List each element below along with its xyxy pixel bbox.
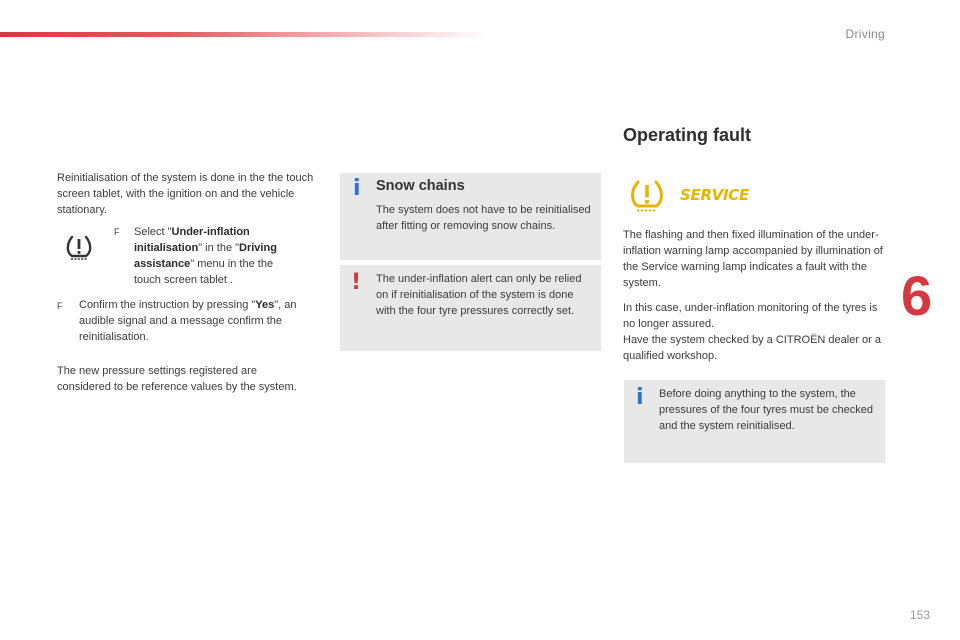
fault-advice-line2: Have the system checked by a CITROËN dealer or a qualified workshop.	[623, 334, 881, 362]
option-name: Under-inflation initialisation	[134, 226, 250, 254]
step-confirm	[57, 297, 319, 345]
step-select-option	[114, 224, 284, 288]
answer-name: Yes	[255, 299, 275, 311]
step2-prefix: Confirm the instruction by pressing "	[79, 299, 256, 311]
step1-middle: " in the "	[198, 242, 240, 254]
service-warning-lamp: SERVICE	[680, 186, 749, 204]
snow-chains-title: Snow chains	[376, 178, 465, 194]
fault-advice-line1: In this case, under-inflation monitoring of the tyres is no longer assured.	[623, 302, 878, 330]
info-icon: i	[636, 385, 644, 410]
header-accent-bar	[0, 32, 490, 37]
bullet-marker: F	[57, 301, 63, 311]
note-text: Before doing anything to the system, the pressures of the four tyres must be checked and the system reinitialised.	[659, 388, 873, 432]
operating-fault-title: Operating fault	[623, 125, 752, 145]
fault-advice	[623, 300, 883, 364]
chapter-number: 6	[901, 264, 933, 327]
section-title: Driving	[845, 27, 885, 41]
step1-prefix: Select "	[134, 226, 172, 238]
alert-box	[340, 265, 601, 351]
step1-suffix: " menu in the the touch screen tablet .	[134, 258, 274, 286]
note-box	[624, 380, 885, 463]
snow-chains-text: The system does not have to be reinitialised after fitting or removing snow chains.	[376, 204, 591, 232]
tyre-pressure-warning-icon	[64, 232, 94, 262]
reinit-intro: Reinitialisation of the system is done in the the touch screen tablet, with the ignition on and the vehicle stationary.	[57, 172, 314, 216]
warning-icon: !	[351, 270, 362, 295]
info-icon: i	[353, 176, 361, 201]
snow-chains-box	[340, 173, 601, 260]
bullet-marker: F	[114, 227, 120, 237]
reinit-conclusion: The new pressure settings registered are considered to be reference values by the system.	[57, 365, 297, 393]
step2-suffix: ", an audible signal and a message confirm the reinitialisation.	[79, 299, 297, 343]
tyre-pressure-amber-icon	[628, 176, 666, 214]
menu-name: Driving assistance	[134, 242, 277, 270]
page-number: 153	[909, 608, 930, 622]
alert-text: The under-inflation alert can only be relied on if reinitialisation of the system is done with the four tyre pressures correctly set.	[376, 273, 582, 317]
fault-description: The flashing and then fixed illumination of the under-inflation warning lamp accompanied by illumination of the Service warning lamp indicates a fault with the system.	[623, 229, 883, 289]
